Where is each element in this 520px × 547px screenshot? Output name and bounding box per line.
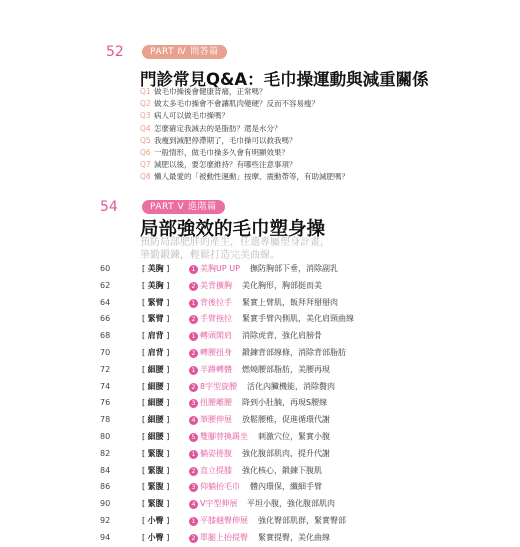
toc-category-label: 緊臂	[147, 297, 164, 307]
toc-page-number: 68	[100, 331, 111, 341]
toc-exercise-number: 4	[189, 500, 198, 509]
toc-exercise-name[interactable]: 轉腰扭身	[200, 347, 232, 357]
toc-exercise-number: 4	[189, 416, 198, 425]
toc-exercise-name[interactable]: 美胸UP UP	[200, 264, 240, 273]
qa-number: Q1	[140, 87, 151, 96]
qa-number: Q7	[140, 160, 151, 170]
toc-category-label: 美胸	[147, 264, 164, 273]
qa-text: 怎麼確定我減去的是脂肪？還是水分？	[154, 123, 282, 133]
toc-category: [ 細腰 ]	[142, 398, 170, 408]
toc-category: [ 小臀 ]	[142, 515, 170, 525]
qa-number: Q8	[140, 172, 151, 182]
toc-exercise-number: 1	[189, 299, 198, 308]
qa-number: Q6	[140, 147, 151, 157]
toc-category-label: 小臀	[147, 515, 164, 525]
toc-exercise-number: 3	[189, 483, 198, 492]
toc-page-number: 94	[100, 532, 111, 542]
qa-item	[140, 98, 349, 110]
part4-label-name: 問答篇	[190, 47, 219, 57]
qa-text: 病人可以做毛巾操嗎？	[154, 111, 229, 121]
toc-exercise-number: 5	[189, 433, 198, 442]
toc-description: 緊實提臀，美化曲線	[258, 532, 330, 542]
toc-category: [ 小臀 ]	[142, 532, 170, 542]
page-number-part5: 54	[100, 199, 118, 215]
toc-page-number: 80	[100, 431, 111, 441]
qa-item	[140, 123, 349, 135]
toc-exercise-name[interactable]: 手臂拖拉	[200, 314, 232, 324]
part5-label	[142, 200, 225, 214]
toc-exercise-number: 2	[189, 282, 198, 291]
qa-text: 懶人最愛的「被動性運動」按摩、震動帶等，有助減肥嗎？	[154, 172, 349, 182]
toc-description: 緊實上臂肌，飯拜拜掰掰肉	[242, 297, 338, 307]
toc-category-label: 肩背	[147, 347, 164, 357]
toc-category: [ 細腰 ]	[142, 415, 170, 425]
toc-description: 強化核心，鍛鍊下腹肌	[242, 465, 322, 475]
qa-item	[140, 171, 349, 183]
toc-category: [ 緊臂 ]	[142, 314, 170, 324]
toc-exercise-number: 2	[189, 534, 198, 543]
toc-description: 降到小肚腩，再現S腰線	[242, 398, 328, 408]
toc-category: [ 細腰 ]	[142, 381, 170, 391]
toc-category: [ 緊腹 ]	[142, 448, 170, 458]
toc-exercise-number: 2	[189, 467, 198, 476]
part5-label-name: 進階篇	[188, 202, 217, 212]
toc-page-number: 86	[100, 482, 111, 492]
qa-item	[140, 159, 349, 171]
toc-description: 鍛鍊背部線條，消除背部脂肪	[242, 347, 346, 357]
toc-description: 美化胸形，胸部挺而美	[242, 280, 322, 290]
toc-exercise-number: 1	[189, 517, 198, 526]
toc-exercise-name[interactable]: 躺姿捲腹	[200, 448, 232, 458]
toc-exercise-name[interactable]: 平膝翹臀伸展	[200, 515, 248, 525]
toc-category: [ 緊臂 ]	[142, 297, 170, 307]
toc-page-number: 70	[100, 347, 111, 357]
qa-item	[140, 86, 349, 98]
toc-exercise-name[interactable]: 單腿上抬提臀	[200, 532, 248, 542]
toc-category: [ 緊腹 ]	[142, 465, 170, 475]
toc-description: 燃燒腰部脂肪，美腰再現	[242, 364, 330, 374]
toc-description: 撫防胸部下垂，消除副乳	[250, 264, 338, 273]
toc-description: 活化內臟機能，消除贅肉	[247, 381, 335, 391]
toc-exercise-name[interactable]: 扭腰雕腰	[200, 398, 232, 408]
toc-exercise-name[interactable]: V字型伸展	[200, 499, 238, 509]
toc-description: 強化腹部肌肉，提升代謝	[242, 448, 330, 458]
toc-page-number: 92	[100, 515, 111, 525]
toc-category: [ 肩背 ]	[142, 331, 170, 341]
qa-number: Q2	[140, 99, 151, 109]
toc-category: [ 細腰 ]	[142, 364, 170, 374]
toc-exercise-name[interactable]: 半蹲轉體	[200, 364, 232, 374]
toc-exercise-number: 1	[189, 366, 198, 375]
toc-exercise-number: 1	[189, 332, 198, 341]
toc-exercise-name[interactable]: 轉頭開肩	[200, 331, 232, 341]
qa-number: Q3	[140, 111, 151, 121]
toc-exercise-name[interactable]: 8字型旋腰	[200, 381, 238, 391]
toc-page-number: 60	[100, 264, 111, 273]
qa-item	[140, 110, 349, 122]
toc-category: [ 美胸 ]	[142, 264, 170, 273]
toc-exercise-name[interactable]: 仰躺抬毛巾	[200, 482, 240, 492]
toc-category: [ 細腰 ]	[142, 431, 170, 441]
part4-label	[142, 45, 227, 59]
part4-title: 門診常見Q&A：毛巾操運動與減重關係	[140, 70, 429, 89]
toc-description: 平坦小腹，強化腹部肌肉	[247, 499, 335, 509]
toc-description: 體內環保，纖細手臂	[250, 482, 322, 492]
qa-number: Q4	[140, 123, 151, 133]
qa-text: 我瘦到減肥停滯期了，毛巾操可以救我嗎？	[154, 135, 297, 145]
qa-text: 一般情形，做毛巾操多久會有明顯效果？	[154, 147, 289, 157]
toc-page-number: 78	[100, 415, 111, 425]
toc-page-number: 84	[100, 465, 111, 475]
qa-text: 減肥以後，要怎麼維持？有哪些注意事項？	[154, 160, 297, 170]
toc-page-number: 66	[100, 314, 111, 324]
toc-category-label: 緊臂	[147, 314, 164, 324]
toc-exercise-number: 2	[189, 383, 198, 392]
toc-category-label: 美胸	[147, 280, 164, 290]
part4-label-part: PART Ⅳ	[150, 47, 187, 57]
part5-label-part: PART Ⅴ	[150, 202, 185, 212]
toc-page-number: 82	[100, 448, 111, 458]
qa-number: Q5	[140, 135, 151, 145]
part5-title: 局部強效的毛巾塑身操	[140, 219, 326, 240]
toc-exercise-number: 3	[189, 399, 198, 408]
toc-exercise-name[interactable]: 背後拉手	[200, 297, 232, 307]
toc-page-number: 72	[100, 364, 111, 374]
part5-subtitle-line-2: 筆勤鍛鍊，輕鬆打造完美曲線。	[140, 250, 280, 261]
toc-category-label: 緊腹	[147, 482, 164, 492]
qa-text: 做太多毛巾操會不會讓肌肉變硬？反而不容易瘦？	[154, 99, 319, 109]
toc-category-label: 緊腹	[147, 448, 164, 458]
toc-description: 刺激穴位，緊實小腹	[258, 431, 330, 441]
toc-description: 消除虎背，強化肩膀骨	[242, 331, 322, 341]
part5-subtitle-line-1: 預防局部肥胖的產生，任選專屬塑身計畫，	[140, 237, 330, 248]
toc-category-label: 細腰	[147, 431, 164, 441]
toc-exercise-name[interactable]: 直立提膝	[200, 465, 232, 475]
toc-page-number: 76	[100, 398, 111, 408]
toc-description: 放鬆腰椎，促進循環代謝	[242, 415, 330, 425]
toc-exercise-number: 1	[189, 450, 198, 459]
toc-category-label: 細腰	[147, 381, 164, 391]
toc-category-label: 細腰	[147, 364, 164, 374]
toc-category: [ 美胸 ]	[142, 280, 170, 290]
toc-category-label: 緊腹	[147, 499, 164, 509]
toc-page-number: 74	[100, 381, 111, 391]
toc-category-label: 細腰	[147, 415, 164, 425]
qa-text: 做毛巾操後會健康背痛，正常嗎？	[154, 87, 267, 96]
toc-exercise-name[interactable]: 雙腳替換踢坐	[200, 431, 248, 441]
qa-item	[140, 147, 349, 159]
toc-category-label: 緊腹	[147, 465, 164, 475]
toc-category: [ 緊腹 ]	[142, 499, 170, 509]
toc-exercise-name[interactable]: 美背擴胸	[200, 280, 232, 290]
toc-category: [ 肩背 ]	[142, 347, 170, 357]
toc-exercise-number: 2	[189, 315, 198, 324]
toc-page-number: 64	[100, 297, 111, 307]
toc-description: 強化臀部肌群，緊實臀部	[258, 515, 346, 525]
toc-page-number: 62	[100, 280, 111, 290]
toc-exercise-number: 2	[189, 349, 198, 358]
qa-list	[140, 86, 349, 184]
toc-page-number: 90	[100, 499, 111, 509]
toc-exercise-name[interactable]: 筆腰伸展	[200, 415, 232, 425]
toc-category-label: 細腰	[147, 398, 164, 408]
page-number-part4: 52	[106, 44, 124, 60]
toc-description: 緊實手臂內側肌，美化肩頸曲線	[242, 314, 354, 324]
toc-category: [ 緊腹 ]	[142, 482, 170, 492]
toc-category-label: 肩背	[147, 331, 164, 341]
qa-item	[140, 135, 349, 147]
toc-exercise-number: 1	[189, 265, 198, 274]
toc-category-label: 小臀	[147, 532, 164, 542]
